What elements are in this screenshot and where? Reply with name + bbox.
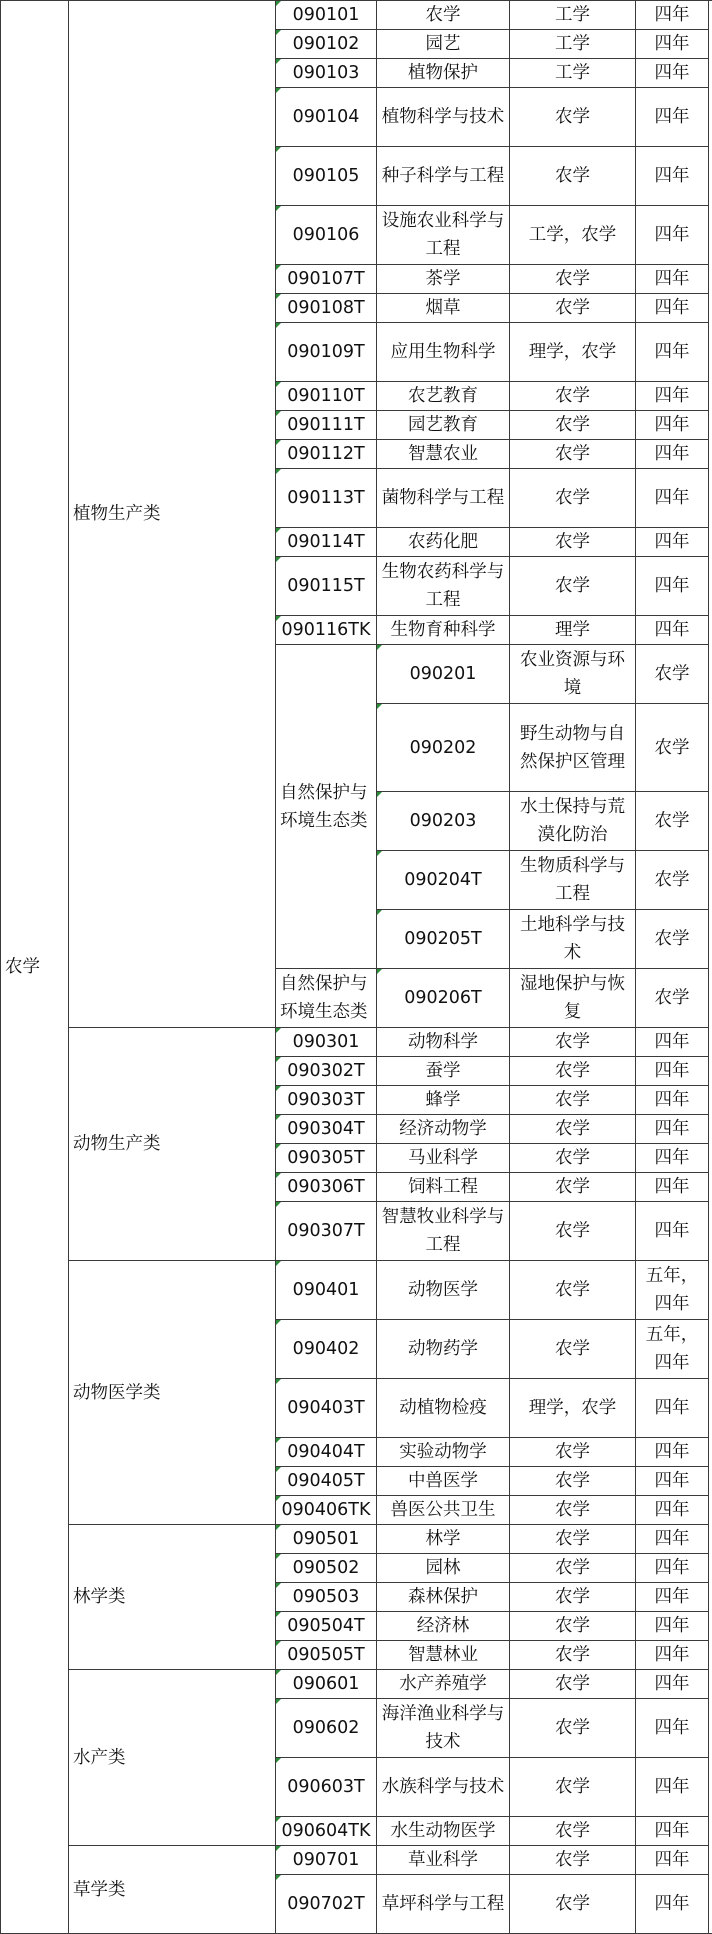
category-cell: 草学类	[69, 1846, 276, 1934]
degree-cell: 农学	[510, 1144, 636, 1173]
major-name: 草业科学	[377, 1846, 510, 1875]
duration-cell: 四年	[636, 1173, 709, 1202]
category-cell: 林学类	[69, 1525, 276, 1670]
major-name: 农艺教育	[377, 382, 510, 411]
major-code: 090307T	[276, 1202, 377, 1261]
major-code: 090201	[377, 645, 510, 704]
category-cell: 植物生产类	[69, 1, 276, 1028]
degree-cell: 农学	[510, 1525, 636, 1554]
major-name: 设施农业科学与工程	[377, 206, 510, 265]
major-code: 090504T	[276, 1612, 377, 1641]
major-name: 智慧牧业科学与工程	[377, 1202, 510, 1261]
major-name: 动植物检疫	[377, 1379, 510, 1438]
major-code: 090102	[276, 30, 377, 59]
duration-cell: 四年	[636, 265, 709, 294]
degree-cell: 农学	[510, 382, 636, 411]
duration-cell: 四年	[636, 294, 709, 323]
degree-cell: 农学	[510, 1173, 636, 1202]
duration-cell: 四年	[636, 382, 709, 411]
degree-cell: 工学	[510, 1, 636, 30]
category-cell: 动物医学类	[69, 1261, 276, 1525]
duration-cell: 四年	[636, 206, 709, 265]
duration-cell: 四年	[636, 59, 709, 88]
duration-cell: 四年	[636, 88, 709, 147]
major-name: 生物质科学与工程	[510, 851, 636, 910]
major-code: 090202	[377, 704, 510, 792]
major-name: 饲料工程	[377, 1173, 510, 1202]
major-name: 兽医公共卫生	[377, 1496, 510, 1525]
duration-cell: 四年	[636, 440, 709, 469]
degree-cell: 农学	[510, 440, 636, 469]
degree-cell: 农学	[636, 910, 709, 969]
degree-cell: 农学	[510, 1261, 636, 1320]
major-name: 蜂学	[377, 1086, 510, 1115]
major-code: 090104	[276, 88, 377, 147]
major-name: 草坪科学与工程	[377, 1875, 510, 1934]
major-name: 生物农药科学与工程	[377, 557, 510, 616]
major-name: 烟草	[377, 294, 510, 323]
major-name: 水产养殖学	[377, 1670, 510, 1699]
table-row	[1, 1670, 712, 1699]
degree-cell: 农学	[510, 1438, 636, 1467]
major-name: 生物育种科学	[377, 616, 510, 645]
duration-cell: 四年	[636, 30, 709, 59]
major-name: 智慧林业	[377, 1641, 510, 1670]
degree-cell: 农学	[510, 294, 636, 323]
degree-cell: 农学	[510, 1057, 636, 1086]
major-code: 090502	[276, 1554, 377, 1583]
major-code: 090108T	[276, 294, 377, 323]
major-name: 植物科学与技术	[377, 88, 510, 147]
degree-cell: 农学	[510, 265, 636, 294]
major-code: 090110T	[276, 382, 377, 411]
degree-cell: 农学	[510, 1846, 636, 1875]
degree-cell: 理学	[510, 616, 636, 645]
major-code: 090301	[276, 1028, 377, 1057]
major-code: 090303T	[276, 1086, 377, 1115]
degree-cell: 农学	[510, 557, 636, 616]
category-cell: 水产类	[69, 1670, 276, 1846]
degree-cell: 农学	[636, 792, 709, 851]
degree-cell: 农学	[636, 969, 709, 1028]
major-code: 090206T	[377, 969, 510, 1028]
major-code: 090203	[377, 792, 510, 851]
major-code: 090109T	[276, 323, 377, 382]
degree-cell: 农学	[510, 469, 636, 528]
major-name: 茶学	[377, 265, 510, 294]
duration-cell: 五年，四年	[636, 1261, 709, 1320]
duration-cell: 四年	[636, 1641, 709, 1670]
degree-cell: 农学	[510, 411, 636, 440]
major-code: 090602	[276, 1699, 377, 1758]
duration-cell: 四年	[636, 323, 709, 382]
duration-cell: 四年	[636, 1115, 709, 1144]
major-name: 经济林	[377, 1612, 510, 1641]
major-code: 090404T	[276, 1438, 377, 1467]
major-name: 园林	[377, 1554, 510, 1583]
degree-cell: 工学	[510, 59, 636, 88]
duration-cell: 四年	[636, 1525, 709, 1554]
major-name: 野生动物与自然保护区管理	[510, 704, 636, 792]
degree-cell: 农学	[510, 1320, 636, 1379]
major-name: 水族科学与技术	[377, 1758, 510, 1817]
major-code: 090405T	[276, 1467, 377, 1496]
duration-cell: 四年	[636, 1202, 709, 1261]
degree-cell: 农学	[510, 1496, 636, 1525]
degree-cell: 农学	[510, 1086, 636, 1115]
degree-cell: 农学	[636, 851, 709, 910]
major-code: 090702T	[276, 1875, 377, 1934]
major-code: 090116TK	[276, 616, 377, 645]
category-cell: 自然保护与环境生态类	[276, 645, 377, 969]
duration-cell: 四年	[636, 1086, 709, 1115]
duration-cell: 四年	[636, 1612, 709, 1641]
degree-cell: 农学	[510, 1028, 636, 1057]
major-name: 蚕学	[377, 1057, 510, 1086]
duration-cell: 四年	[636, 1670, 709, 1699]
major-code: 090304T	[276, 1115, 377, 1144]
degree-cell: 农学	[510, 88, 636, 147]
category-cell: 动物生产类	[69, 1028, 276, 1261]
duration-cell: 四年	[636, 1758, 709, 1817]
degree-cell: 工学，农学	[510, 206, 636, 265]
major-code: 090115T	[276, 557, 377, 616]
major-code: 090204T	[377, 851, 510, 910]
major-name: 农业资源与环境	[510, 645, 636, 704]
duration-cell: 四年	[636, 147, 709, 206]
major-code: 090114T	[276, 528, 377, 557]
major-name: 园艺	[377, 30, 510, 59]
major-name: 动物医学	[377, 1261, 510, 1320]
major-name: 森林保护	[377, 1583, 510, 1612]
table-row	[1, 1846, 712, 1875]
duration-cell: 四年	[636, 1057, 709, 1086]
major-code: 090112T	[276, 440, 377, 469]
degree-cell: 农学	[510, 528, 636, 557]
degree-cell: 农学	[510, 1612, 636, 1641]
major-code: 090701	[276, 1846, 377, 1875]
degree-cell: 农学	[510, 1817, 636, 1846]
major-name: 智慧农业	[377, 440, 510, 469]
major-name: 湿地保护与恢复	[510, 969, 636, 1028]
duration-cell: 四年	[636, 1, 709, 30]
duration-cell: 四年	[636, 1028, 709, 1057]
duration-cell: 四年	[636, 1379, 709, 1438]
duration-cell: 四年	[636, 1817, 709, 1846]
duration-cell: 四年	[636, 1846, 709, 1875]
major-name: 农学	[377, 1, 510, 30]
degree-cell: 农学	[510, 1875, 636, 1934]
major-name: 种子科学与工程	[377, 147, 510, 206]
major-name: 水生动物医学	[377, 1817, 510, 1846]
major-code: 090101	[276, 1, 377, 30]
major-code: 090113T	[276, 469, 377, 528]
degree-cell: 农学	[510, 1115, 636, 1144]
major-name: 水土保持与荒漠化防治	[510, 792, 636, 851]
major-name: 中兽医学	[377, 1467, 510, 1496]
duration-cell: 四年	[636, 1583, 709, 1612]
degree-cell: 工学	[510, 30, 636, 59]
degree-cell: 农学	[510, 1467, 636, 1496]
major-name: 园艺教育	[377, 411, 510, 440]
major-code: 090501	[276, 1525, 377, 1554]
major-code: 090401	[276, 1261, 377, 1320]
duration-cell: 四年	[636, 411, 709, 440]
degree-cell: 农学	[510, 1641, 636, 1670]
duration-cell: 四年	[636, 557, 709, 616]
major-code: 090402	[276, 1320, 377, 1379]
major-code: 090302T	[276, 1057, 377, 1086]
degree-cell: 农学	[510, 147, 636, 206]
duration-cell: 四年	[636, 1496, 709, 1525]
duration-cell: 四年	[636, 1438, 709, 1467]
duration-cell: 四年	[636, 469, 709, 528]
degree-cell: 农学	[510, 1699, 636, 1758]
major-name: 植物保护	[377, 59, 510, 88]
degree-cell: 农学	[510, 1583, 636, 1612]
category-cell: 自然保护与环境生态类	[276, 969, 377, 1028]
duration-cell: 四年	[636, 616, 709, 645]
major-code: 090603T	[276, 1758, 377, 1817]
major-name: 林学	[377, 1525, 510, 1554]
major-code: 090601	[276, 1670, 377, 1699]
major-code: 090403T	[276, 1379, 377, 1438]
degree-cell: 农学	[636, 645, 709, 704]
major-code: 090107T	[276, 265, 377, 294]
major-code: 090604TK	[276, 1817, 377, 1846]
duration-cell: 四年	[636, 1144, 709, 1173]
major-name: 土地科学与技术	[510, 910, 636, 969]
degree-cell: 农学	[510, 1758, 636, 1817]
degree-cell: 农学	[510, 1670, 636, 1699]
degree-cell: 农学	[510, 1202, 636, 1261]
degree-cell: 理学，农学	[510, 1379, 636, 1438]
table-row	[1, 1028, 712, 1057]
duration-cell: 四年	[636, 1875, 709, 1934]
major-name: 实验动物学	[377, 1438, 510, 1467]
major-code: 090205T	[377, 910, 510, 969]
major-name: 动物科学	[377, 1028, 510, 1057]
degree-cell: 农学	[510, 1554, 636, 1583]
major-name: 马业科学	[377, 1144, 510, 1173]
major-code: 090106	[276, 206, 377, 265]
duration-cell: 四年	[636, 1467, 709, 1496]
major-code: 090306T	[276, 1173, 377, 1202]
clipped-column	[709, 1, 712, 1934]
major-code: 090406TK	[276, 1496, 377, 1525]
degree-cell: 农学	[636, 704, 709, 792]
major-code: 090305T	[276, 1144, 377, 1173]
major-name: 应用生物科学	[377, 323, 510, 382]
duration-cell: 五年，四年	[636, 1320, 709, 1379]
major-code: 090103	[276, 59, 377, 88]
duration-cell: 四年	[636, 1699, 709, 1758]
major-name: 海洋渔业科学与技术	[377, 1699, 510, 1758]
major-code: 090105	[276, 147, 377, 206]
major-name: 农药化肥	[377, 528, 510, 557]
table-row	[1, 1261, 712, 1320]
discipline-cell: 农学	[1, 1, 69, 1934]
major-name: 动物药学	[377, 1320, 510, 1379]
major-code: 090503	[276, 1583, 377, 1612]
table-body	[1, 1, 712, 1934]
major-code: 090505T	[276, 1641, 377, 1670]
major-code: 090111T	[276, 411, 377, 440]
major-name: 菌物科学与工程	[377, 469, 510, 528]
duration-cell: 四年	[636, 1554, 709, 1583]
major-name: 经济动物学	[377, 1115, 510, 1144]
table-row	[1, 1525, 712, 1554]
degree-cell: 理学，农学	[510, 323, 636, 382]
duration-cell: 四年	[636, 528, 709, 557]
table-row	[1, 1, 712, 30]
